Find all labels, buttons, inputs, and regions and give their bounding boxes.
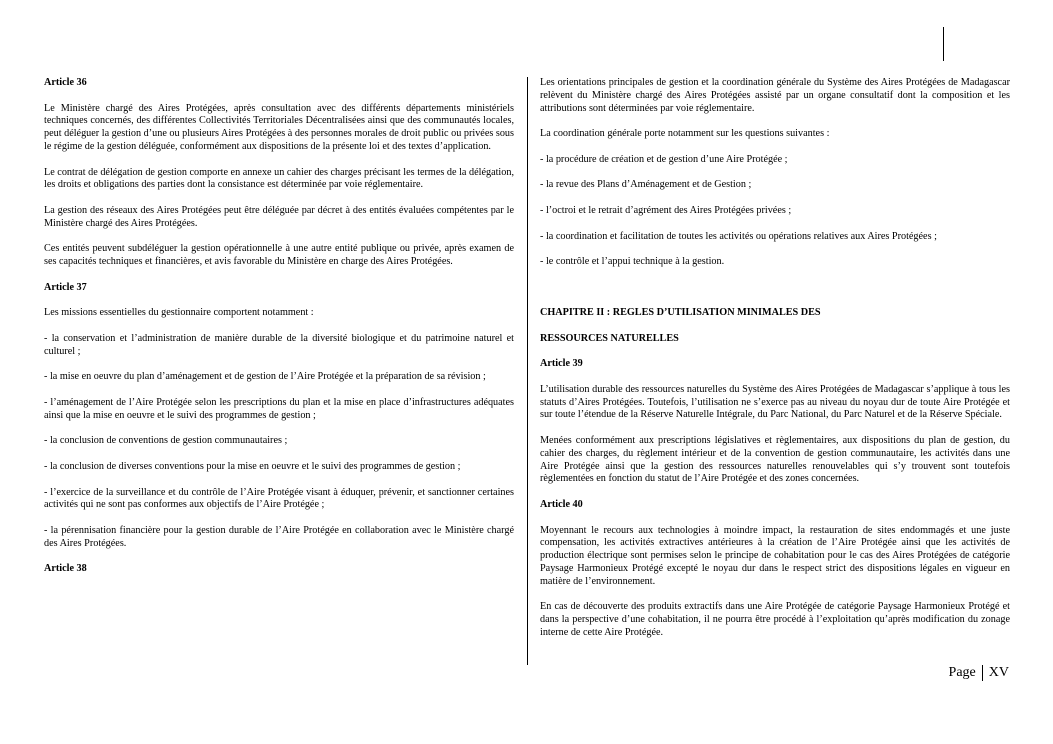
list-item: - la revue des Plans d’Aménagement et de Gestion ; — [540, 179, 752, 191]
article-40-paragraph-2: En cas de découverte des produits extractifs dans une Aire Protégée de catégorie Paysage Harmonieux Protégé et dans la perspective d’une cohabitation, il ne pourra être procédé à l’exploitation qu’après modification du zonage interne de cette Aire Protégée. — [540, 601, 1010, 638]
article-38-paragraph-2: La coordination générale porte notamment sur les questions suivantes : — [540, 128, 830, 140]
article-39-paragraph-2: Menées conformément aux prescriptions législatives et règlementaires, aux dispositions du plan de gestion, du cahier des charges, du règlement intérieur et de la convention de gestion communautaire, les activités dans une Aire Protégée ainsi que la gestion des ressources naturelles renouvelables qui s’y trouvent sont toutefois règlementées en fonction du statut de l’Aire Protégée et des zones concernées. — [540, 434, 1010, 485]
footer-separator — [982, 665, 983, 681]
article-37-heading: Article 37 — [44, 281, 87, 293]
list-item: - la conclusion de conventions de gestion communautaires ; — [44, 435, 288, 447]
page-footer — [949, 664, 1009, 682]
list-item: - la procédure de création et de gestion d’une Aire Protégée ; — [540, 153, 788, 165]
article-36-heading: Article 36 — [44, 77, 87, 88]
right-column — [540, 77, 1010, 640]
page-number: XV — [988, 665, 1009, 680]
list-item: - la coordination et facilitation de toutes les activités ou opérations relatives aux Aires Protégées ; — [540, 230, 937, 242]
header-mark — [943, 27, 944, 61]
list-item: - la conservation et l’administration de manière durable de la diversité biologique et du patrimoine naturel et culturel ; — [44, 332, 514, 357]
article-36-paragraph-3: La gestion des réseaux des Aires Protégées peut être déléguée par décret à des entités évaluées compétentes par le Ministère chargé des Aires Protégées. — [44, 204, 514, 229]
article-40-heading: Article 40 — [540, 498, 583, 510]
left-column — [44, 77, 514, 576]
article-38-paragraph-1: Les orientations principales de gestion et la coordination générale du Système des Aires Protégées de Madagascar relèvent du Ministère chargé des Aires Protégées assisté par un organe consultatif dont la composition et les attributions sont déterminées par voie réglementaire. — [540, 77, 1010, 114]
article-38-heading: Article 38 — [44, 563, 87, 575]
list-item: - l’octroi et le retrait d’agrément des Aires Protégées privées ; — [540, 204, 792, 216]
list-item: - le contrôle et l’appui technique à la gestion. — [540, 256, 725, 268]
list-item: - la conclusion de diverses conventions pour la mise en oeuvre et le suivi des programmes de gestion ; — [44, 460, 461, 472]
article-39-paragraph-1: L’utilisation durable des ressources naturelles du Système des Aires Protégées de Madagascar s’applique à tous les statuts d’Aires Protégées. Toutefois, l’utilisation ne s’exerce pas au niveau du noyau dur de toute Aire Protégée et sur toute l’étendue de la Réserve Naturelle Intégrale, du Parc National, du Parc Naturel et de la Réserve Spéciale. — [540, 383, 1010, 421]
article-36-paragraph-4: Ces entités peuvent subdéléguer la gestion opérationnelle à une autre entité publique ou privée, après examen de ses capacités techniques et financières, et avis favorable du Ministère en charge des Aires Protégées. — [44, 243, 514, 268]
article-39-heading: Article 39 — [540, 358, 583, 370]
list-item: - la pérennisation financière pour la gestion durable de l’Aire Protégée en collaboration avec le Ministère chargé des Aires Protégées. — [44, 524, 514, 549]
article-40-paragraph-1: Moyennant le recours aux technologies à moindre impact, la restauration de sites endommagés et une juste compensation, les activités extractives antérieures à la création de l’Aire Protégée ainsi que les activités de production électrique sont permises selon le principe de cohabitation pour le cas des Aires Protégées de catégorie Paysage Harmonieux Protégé excepté le noyau dur dans le respect strict des dispositions légales en vigueur en matière de l’environnement. — [540, 524, 1010, 587]
article-37-intro: Les missions essentielles du gestionnaire comportent notamment : — [44, 307, 314, 319]
list-item: - l’exercice de la surveillance et du contrôle de l’Aire Protégée visant à éduquer, prévenir, et sanctionner certaines activités qui ne sont pas conformes aux objectifs de l’Aire Protégée ; — [44, 486, 514, 511]
chapter-heading-line-2: RESSOURCES NATURELLES — [540, 332, 679, 344]
column-divider — [527, 77, 528, 665]
article-36-paragraph-1: Le Ministère chargé des Aires Protégées, après consultation avec des différents départements ministériels techniques concernés, des différentes Collectivités Territoriales Décentralisées ainsi que des communautés locales, peut déléguer la gestion d’une ou plusieurs Aires Protégées à des personnes morales de droit public ou privées sous le régime de la gestion déléguée, conformément aux dispositions de la présente loi et des textes d’application. — [44, 102, 514, 152]
list-item: - la mise en oeuvre du plan d’aménagement et de gestion de l’Aire Protégée et la préparation de sa révision ; — [44, 371, 486, 383]
article-36-paragraph-2: Le contrat de délégation de gestion comporte en annexe un cahier des charges précisant les termes de la délégation, les droits et obligations des parties dont la consistance est déterminée par voie réglementaire. — [44, 166, 514, 191]
chapter-heading-line-1: CHAPITRE II : REGLES D’UTILISATION MINIMALES DES — [540, 306, 821, 318]
list-item: - l’aménagement de l’Aire Protégée selon les prescriptions du plan et la mise en place d’infrastructures adéquates ainsi que la mise en oeuvre et le suivi des programmes de gestion ; — [44, 396, 514, 421]
page-label: Page — [948, 665, 976, 680]
